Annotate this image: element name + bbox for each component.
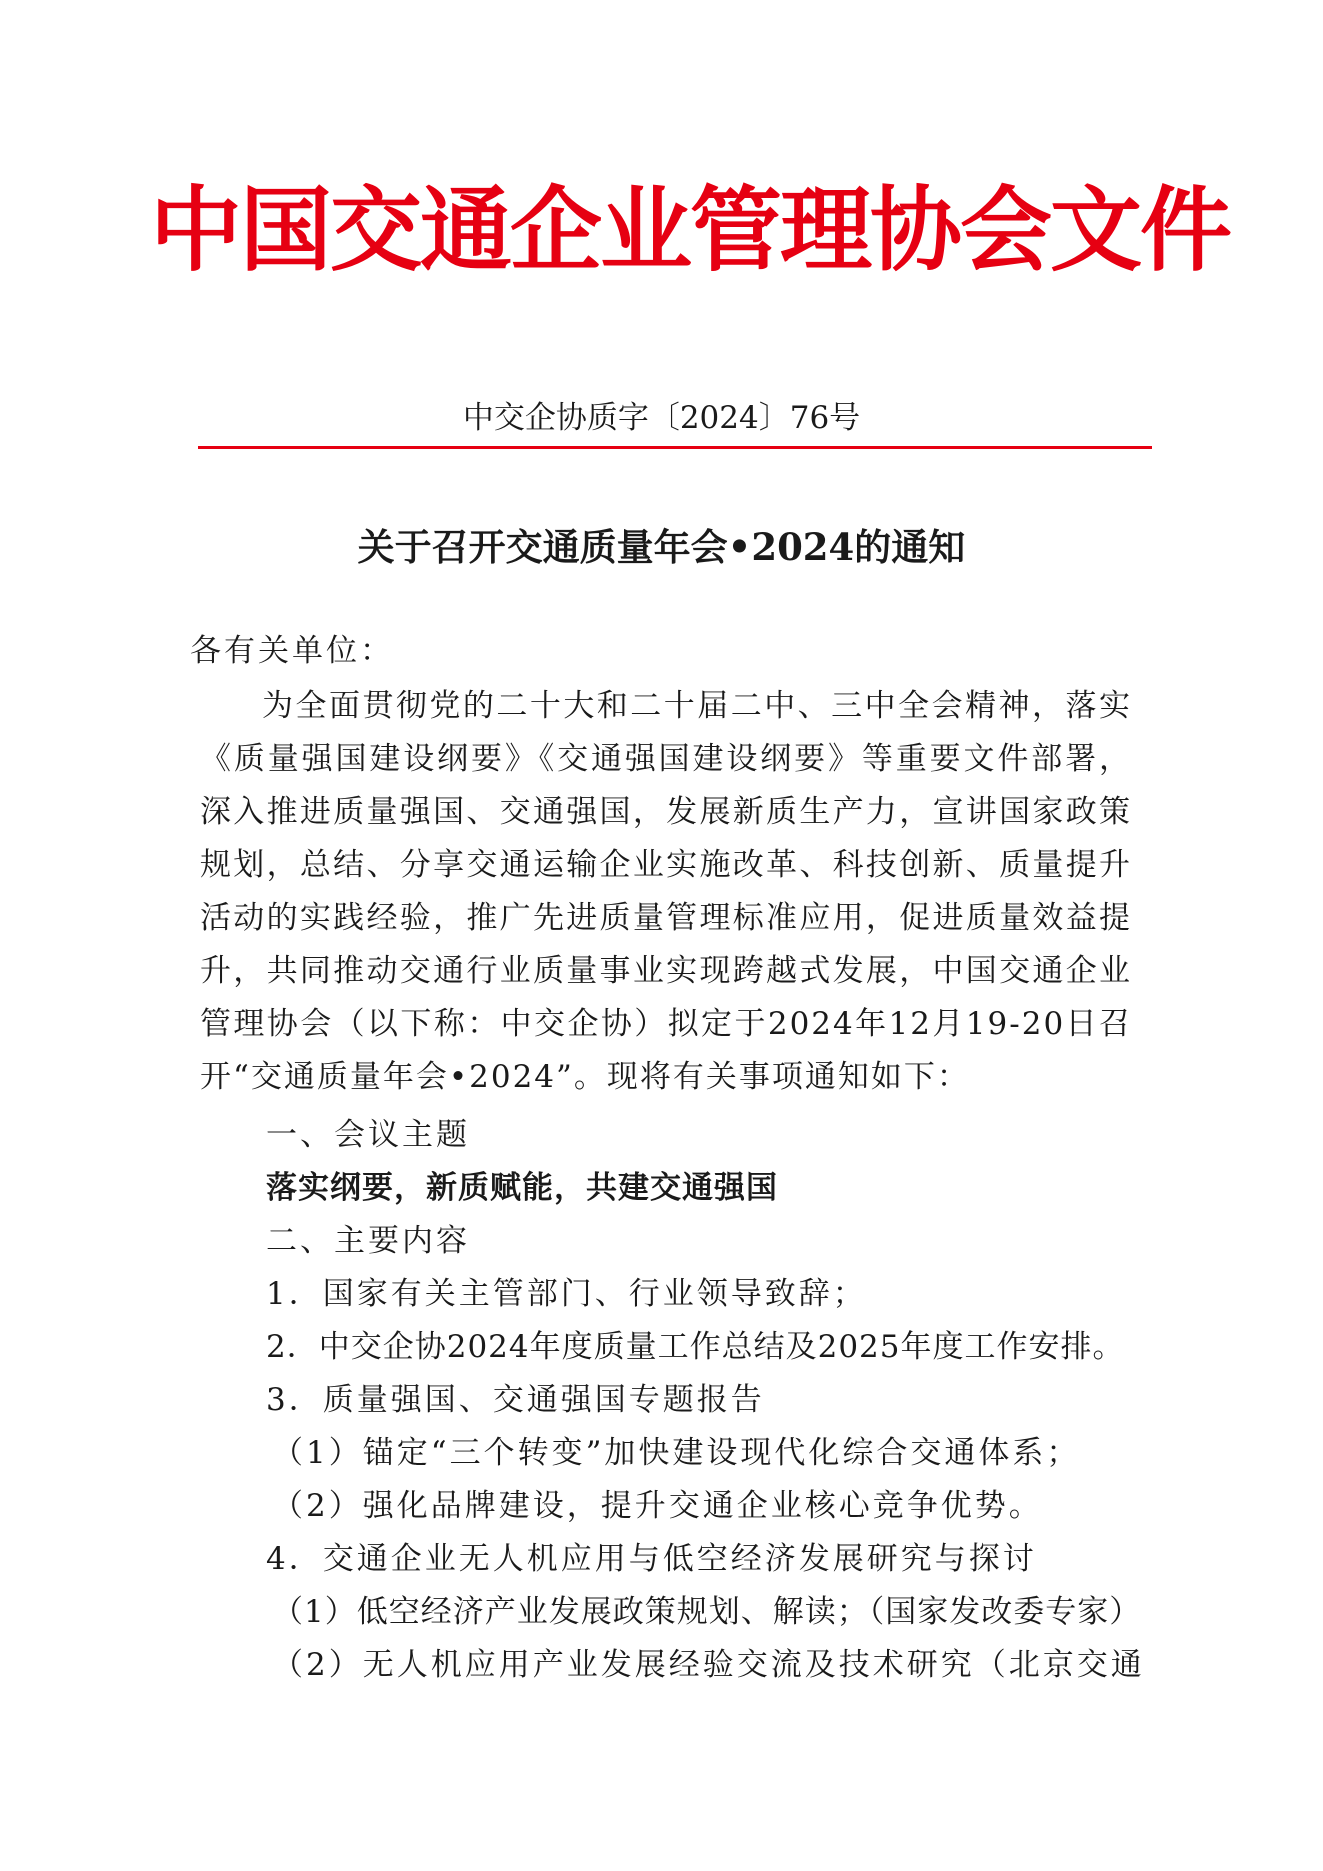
content-subitem: （1）锚定“三个转变”加快建设现代化综合交通体系； — [272, 1435, 1081, 1471]
content-item: 3．质量强国、交通强国专题报告 — [266, 1382, 765, 1418]
content-item: 2．中交企协2024年度质量工作总结及2025年度工作安排。 — [266, 1329, 1125, 1365]
content-subitem: （1）低空经济产业发展政策规划、解读；（国家发改委专家） — [272, 1594, 1142, 1630]
content-item: 1．国家有关主管部门、行业领导致辞； — [266, 1276, 867, 1312]
content-subitem: （2）强化品牌建设，提升交通企业核心竞争优势。 — [272, 1488, 1043, 1524]
section-heading-content: 二、主要内容 — [266, 1223, 470, 1259]
issuer-header: 中国交通企业管理协会文件 — [150, 176, 1231, 284]
intro-paragraph: 为全面贯彻党的二十大和二十届二中、三中全会精神，落实《质量强国建设纲要》《交通强国建设纲要》等重要文件部署，深入推进质量强国、交通强国，发展新质生产力，宣讲国家政策规划，总结、分享交通运输企业实施改革、科技创新、质量提升活动的实践经验，推广先进质量管理标准应用，促进质量效益提升，共同推动交通行业质量事业实现跨越式发展，中国交通企业管理协会（以下称：中交企协）拟定于2024年12月19-20日召开“交通质量年会•2024”。现将有关事项通知如下： — [200, 688, 1132, 1095]
content-item: 4．交通企业无人机应用与低空经济发展研究与探讨 — [266, 1541, 1037, 1577]
addressee-line: 各有关单位： — [190, 633, 394, 669]
conference-theme: 落实纲要，新质赋能，共建交通强国 — [266, 1170, 778, 1206]
section-heading-theme: 一、会议主题 — [266, 1117, 470, 1153]
document-number: 中交企协质字〔2024〕76号 — [462, 400, 861, 436]
content-subitem: （2）无人机应用产业发展经验交流及技术研究（北京交通 — [272, 1647, 1145, 1683]
notice-title: 关于召开交通质量年会•2024的通知 — [357, 525, 966, 569]
header-divider — [198, 446, 1152, 449]
